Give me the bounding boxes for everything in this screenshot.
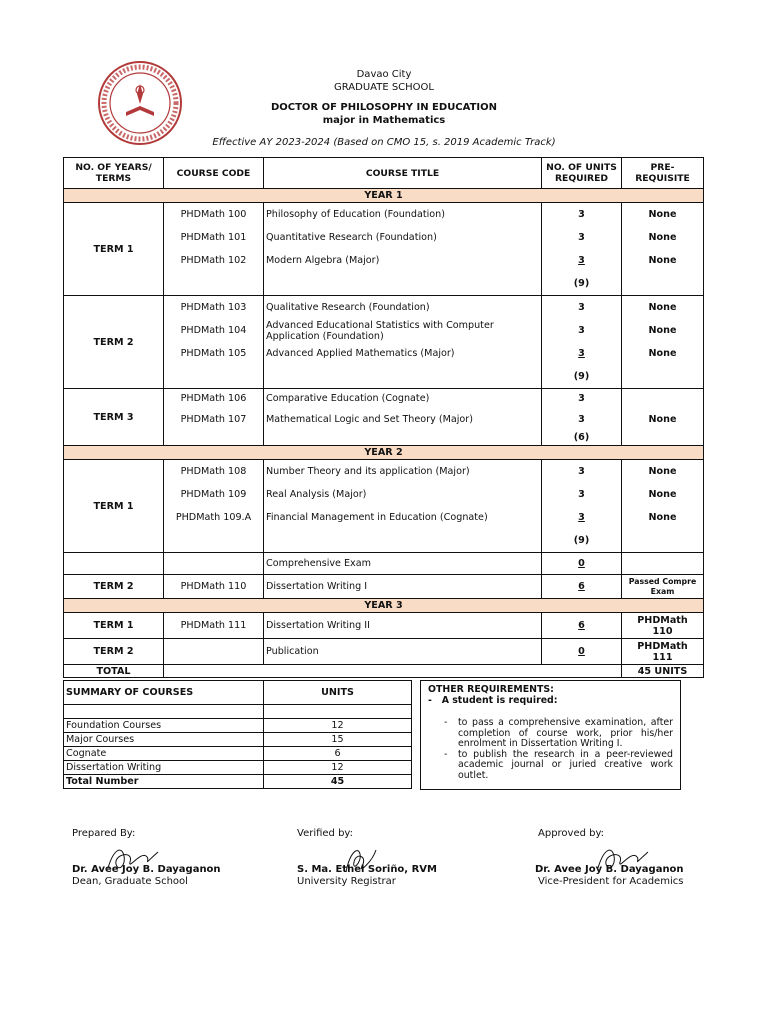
program-title: DOCTOR OF PHILOSOPHY IN EDUCATION — [270, 102, 498, 113]
course-code: PHDMath 110 — [164, 575, 264, 599]
term-label: TERM 1 — [64, 460, 164, 553]
term-label: TERM 1 — [64, 203, 164, 296]
prerequisite: None — [648, 489, 677, 500]
prepared-by-label: Prepared By: — [72, 828, 136, 839]
total-units: 45 UNITS — [622, 665, 704, 678]
prerequisite: PHDMath 110 — [622, 613, 704, 639]
table-row — [64, 639, 704, 665]
course-title: Financial Management in Education (Cognate) — [266, 512, 488, 523]
course-title: Qualitative Research (Foundation) — [266, 302, 430, 313]
course-units: 3 — [578, 325, 585, 336]
course-units: 0 — [542, 553, 622, 575]
term-label: TERM 2 — [64, 639, 164, 665]
course-code: PHDMath 108 — [180, 466, 247, 477]
prerequisite: None — [648, 302, 677, 313]
year-label: YEAR 2 — [64, 446, 704, 460]
course-code: PHDMath 102 — [180, 255, 247, 266]
term-label: TERM 2 — [64, 296, 164, 389]
course-title: Philosophy of Education (Foundation) — [266, 209, 445, 220]
term-label: TERM 3 — [64, 389, 164, 446]
table-row — [64, 761, 412, 775]
summary-header-label: SUMMARY OF COURSES — [64, 681, 264, 705]
course-title: Real Analysis (Major) — [266, 489, 367, 500]
course-units: 6 — [542, 613, 622, 639]
course-title: Advanced Applied Mathematics (Major) — [266, 348, 455, 359]
course-title: Comparative Education (Cognate) — [266, 393, 430, 404]
summary-units: 12 — [264, 761, 412, 775]
prerequisite: PHDMath 111 — [622, 639, 704, 665]
requirements-list — [428, 718, 673, 781]
summary-label: Dissertation Writing — [64, 761, 264, 775]
summary-total-row — [64, 775, 412, 789]
course-units: 3 — [578, 209, 585, 220]
table-row — [64, 733, 412, 747]
prerequisite: None — [648, 325, 677, 336]
course-units: 3 — [578, 302, 585, 313]
table-row — [64, 203, 704, 296]
total-row — [64, 665, 704, 678]
term-label: TERM 2 — [64, 575, 164, 599]
table-row — [64, 747, 412, 761]
city: Davao City — [356, 69, 412, 80]
prerequisite: None — [648, 209, 677, 220]
course-code: PHDMath 100 — [180, 209, 247, 220]
summary-label: Foundation Courses — [64, 719, 264, 733]
other-requirements-box — [420, 680, 681, 790]
effective-note: Effective AY 2023-2024 (Based on CMO 15, s. 2019 Academic Track) — [212, 137, 556, 148]
summary-label: Major Courses — [64, 733, 264, 747]
course-code: PHDMath 106 — [180, 393, 247, 404]
table-header-row — [64, 158, 704, 189]
course-title: Modern Algebra (Major) — [266, 255, 380, 266]
course-title: Mathematical Logic and Set Theory (Major) — [266, 414, 473, 425]
list-item: - to pass a comprehensive examination, after completion of course work, prior his/her enrolment in Dissertation Writing I. — [458, 718, 673, 750]
signatory-title: University Registrar — [297, 876, 396, 887]
prerequisite: None — [648, 255, 677, 266]
signatory-title: Vice-President for Academics — [538, 876, 684, 887]
table-row — [64, 575, 704, 599]
course-code: PHDMath 105 — [180, 348, 247, 359]
course-title: Dissertation Writing II — [264, 613, 542, 639]
total-label: TOTAL — [64, 665, 164, 678]
year-row — [64, 599, 704, 613]
term-units-total: (9) — [573, 371, 590, 382]
course-units: 6 — [542, 575, 622, 599]
course-code: PHDMath 109.A — [175, 512, 252, 523]
course-units: 3 — [578, 489, 585, 500]
year-label: YEAR 3 — [64, 599, 704, 613]
course-code: PHDMath 101 — [180, 232, 247, 243]
list-item: - to publish the research in a peer-reviewed academic journal or juried creative work outlet. — [458, 750, 673, 782]
summary-header-units: UNITS — [264, 681, 412, 705]
course-units: 3 — [578, 466, 585, 477]
prerequisite: None — [648, 414, 677, 425]
course-units: 3 — [578, 255, 585, 266]
summary-units: 6 — [264, 747, 412, 761]
prerequisite: Passed Compre Exam — [622, 575, 704, 599]
course-code: PHDMath 107 — [180, 414, 247, 425]
course-title: Advanced Educational Statistics with Computer Application (Foundation) — [266, 319, 494, 342]
year-row — [64, 446, 704, 460]
course-units: 3 — [578, 232, 585, 243]
course-code: PHDMath 104 — [180, 325, 247, 336]
course-units: 0 — [542, 639, 622, 665]
col-header-prereq: PRE-REQUISITE — [622, 158, 704, 189]
summary-label: Cognate — [64, 747, 264, 761]
table-row — [64, 719, 412, 733]
signatory-name: Dr. Avee Joy B. Dayaganon — [72, 864, 221, 875]
table-row — [64, 389, 704, 446]
table-row — [64, 613, 704, 639]
other-requirements-lead: - A student is required: — [428, 695, 558, 706]
col-header-terms: NO. OF YEARS/ TERMS — [64, 158, 164, 189]
course-code: PHDMath 111 — [164, 613, 264, 639]
course-title: Quantitative Research (Foundation) — [266, 232, 437, 243]
term-label: TERM 1 — [64, 613, 164, 639]
curriculum-table — [63, 157, 704, 678]
school-name: GRADUATE SCHOOL — [334, 82, 434, 93]
table-row — [64, 460, 704, 553]
approved-by-label: Approved by: — [538, 828, 605, 839]
year-label: YEAR 1 — [64, 189, 704, 203]
course-title: Publication — [264, 639, 542, 665]
col-header-title: COURSE TITLE — [264, 158, 542, 189]
course-units: 3 — [578, 348, 585, 359]
course-code: PHDMath 109 — [180, 489, 247, 500]
course-units: 3 — [578, 414, 585, 425]
summary-table — [63, 680, 412, 789]
course-units: 3 — [578, 393, 585, 404]
other-requirements-title: OTHER REQUIREMENTS: — [428, 684, 554, 695]
summary-units: 15 — [264, 733, 412, 747]
year-row — [64, 189, 704, 203]
summary-total-units: 45 — [264, 775, 412, 789]
prerequisite: None — [648, 512, 677, 523]
course-title: Comprehensive Exam — [264, 553, 542, 575]
col-header-units: NO. OF UNITS REQUIRED — [542, 158, 622, 189]
summary-total-label: Total Number — [64, 775, 264, 789]
table-row — [64, 553, 704, 575]
signatory-title: Dean, Graduate School — [72, 876, 188, 887]
prerequisite: None — [648, 232, 677, 243]
summary-header-row — [64, 681, 412, 705]
prerequisite: None — [648, 348, 677, 359]
summary-units: 12 — [264, 719, 412, 733]
term-units-total: (9) — [573, 535, 590, 546]
term-units-total: (9) — [573, 278, 590, 289]
program-major: major in Mathematics — [322, 115, 446, 126]
course-code: PHDMath 103 — [180, 302, 247, 313]
table-row — [64, 296, 704, 389]
course-units: 3 — [578, 512, 585, 523]
course-title: Number Theory and its application (Major) — [266, 466, 470, 477]
term-units-total: (6) — [573, 432, 590, 443]
prerequisite: None — [648, 466, 677, 477]
course-title: Dissertation Writing I — [264, 575, 542, 599]
verified-by-label: Verified by: — [297, 828, 353, 839]
signatory-name: S. Ma. Ethel Soriño, RVM — [297, 864, 437, 875]
col-header-code: COURSE CODE — [164, 158, 264, 189]
signatory-name: Dr. Avee Joy B. Dayaganon — [535, 864, 684, 875]
